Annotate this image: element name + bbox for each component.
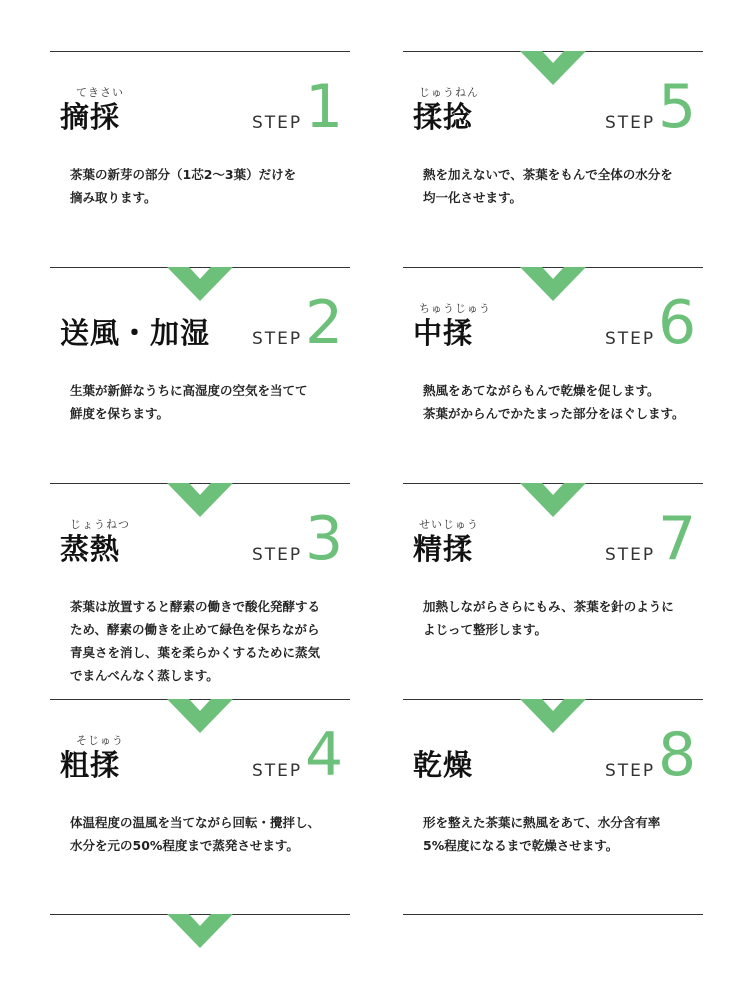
step-label: STEP bbox=[252, 113, 303, 133]
step-description bbox=[70, 811, 348, 857]
step-number: 1 bbox=[305, 72, 344, 142]
step-title: 粗揉 bbox=[60, 748, 121, 782]
step-label: STEP bbox=[605, 761, 656, 781]
chevron-down-icon bbox=[167, 914, 233, 948]
step-label: STEP bbox=[252, 329, 303, 349]
step-label: STEP bbox=[605, 329, 656, 349]
step-description bbox=[70, 595, 348, 687]
step-label: STEP bbox=[252, 761, 303, 781]
description-line: 摘み取ります。 bbox=[70, 190, 157, 205]
title-ruby: ちゅうじゅう bbox=[419, 302, 491, 315]
description-line: 水分を元の50%程度まで蒸発させます。 bbox=[70, 838, 299, 853]
step-number: 3 bbox=[305, 504, 344, 574]
title-ruby: じょうねつ bbox=[70, 518, 130, 531]
description-line: 熱を加えないで、茶葉をもんで全体の水分を bbox=[423, 167, 673, 182]
step-number: 5 bbox=[658, 72, 697, 142]
title-ruby: せいじゅう bbox=[419, 518, 479, 531]
step-label: STEP bbox=[605, 545, 656, 565]
description-line: 青臭さを消し、葉を柔らかくするために蒸気 bbox=[70, 645, 321, 660]
step-number: 7 bbox=[658, 504, 697, 574]
step-title: 揉捻 bbox=[413, 100, 474, 134]
step-title: 中揉 bbox=[413, 316, 474, 350]
title-ruby: そじゅう bbox=[76, 734, 124, 747]
step-description bbox=[423, 811, 701, 857]
description-line: 熱風をあてながらもんで乾燥を促します。 bbox=[423, 383, 660, 398]
description-line: でまんべんなく蒸します。 bbox=[70, 668, 219, 683]
description-line: 形を整えた茶葉に熱風をあて、水分含有率 bbox=[423, 815, 661, 830]
divider bbox=[403, 914, 703, 915]
description-line: 体温程度の温風を当てながら回転・攪拌し、 bbox=[70, 815, 321, 830]
title-ruby: じゅうねん bbox=[419, 86, 479, 99]
description-line: よじって整形します。 bbox=[423, 622, 548, 637]
chevron-down-icon bbox=[167, 267, 233, 301]
chevron-down-icon bbox=[520, 51, 586, 85]
description-line: 均一化させます。 bbox=[423, 190, 523, 205]
step-label: STEP bbox=[252, 545, 303, 565]
step-description bbox=[423, 595, 701, 641]
description-line: 生葉が新鮮なうちに高湿度の空気を当てて bbox=[70, 383, 308, 398]
step-title: 精揉 bbox=[413, 532, 474, 566]
step-description bbox=[423, 379, 701, 425]
description-line: 茶葉は放置すると酵素の働きで酸化発酵する bbox=[70, 599, 321, 614]
step-title: 乾燥 bbox=[413, 748, 474, 782]
description-line: 鮮度を保ちます。 bbox=[70, 406, 170, 421]
step-description bbox=[423, 163, 701, 209]
description-line: ため、酵素の働きを止めて緑色を保ちながら bbox=[70, 622, 320, 637]
step-label: STEP bbox=[605, 113, 656, 133]
title-ruby: てきさい bbox=[76, 86, 124, 99]
description-line: 加熱しながらさらにもみ、茶葉を針のように bbox=[423, 599, 674, 614]
step-description bbox=[70, 163, 348, 209]
description-line: 茶葉がからんでかたまった部分をほぐします。 bbox=[423, 406, 685, 421]
step-title: 蒸熱 bbox=[60, 532, 121, 566]
step-title: 摘採 bbox=[60, 100, 121, 134]
chevron-down-icon bbox=[167, 483, 233, 517]
step-number: 6 bbox=[658, 288, 697, 358]
chevron-down-icon bbox=[520, 483, 586, 517]
divider bbox=[50, 51, 350, 52]
step-description bbox=[70, 379, 348, 425]
step-number: 8 bbox=[658, 720, 697, 790]
chevron-down-icon bbox=[520, 699, 586, 733]
chevron-down-icon bbox=[167, 699, 233, 733]
description-line: 5%程度になるまで乾燥させます。 bbox=[423, 838, 619, 853]
step-number: 4 bbox=[305, 720, 344, 790]
chevron-down-icon bbox=[520, 267, 586, 301]
step-title: 送風・加湿 bbox=[60, 316, 211, 350]
step-number: 2 bbox=[305, 288, 344, 358]
description-line: 茶葉の新芽の部分（1芯2～3葉）だけを bbox=[70, 167, 297, 182]
